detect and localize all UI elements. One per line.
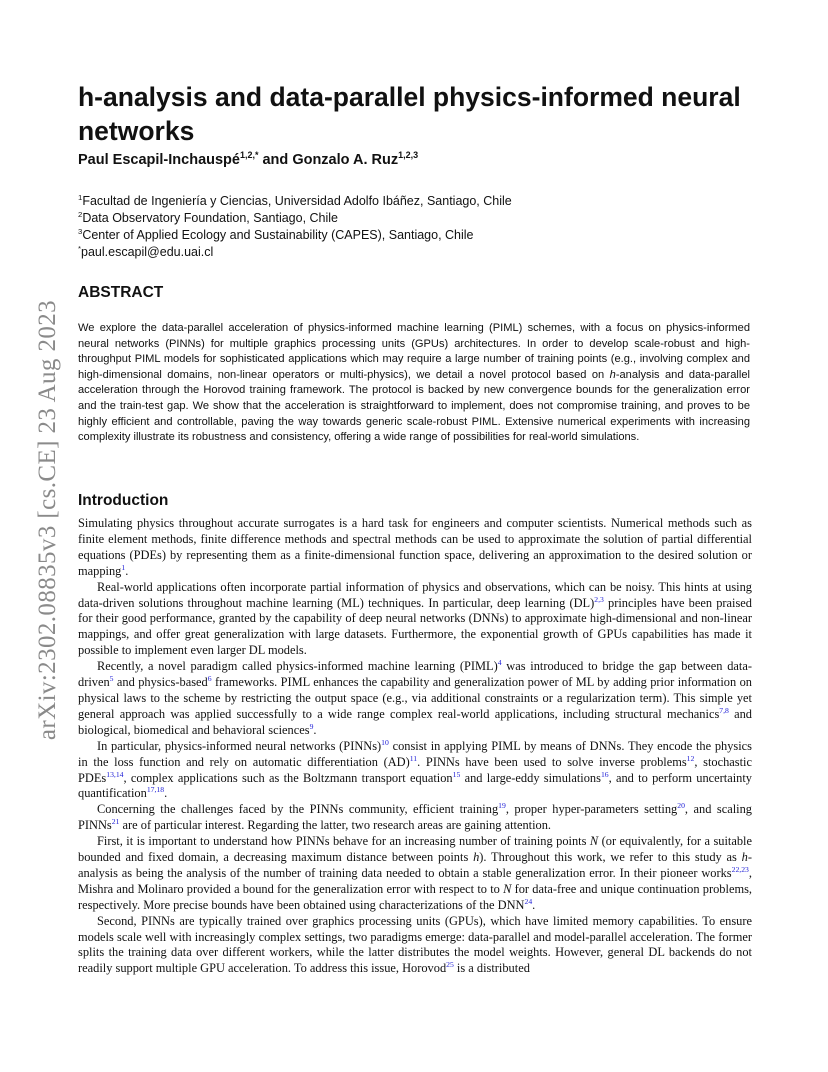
text-run: ). Throughout this work, we refer to this study as <box>479 850 742 865</box>
affiliation-mark: 2 <box>78 209 83 219</box>
affiliation-text: Center of Applied Ecology and Sustainability (CAPES), Santiago, Chile <box>82 228 474 242</box>
citation-link[interactable]: 5 <box>109 673 114 683</box>
citation-link[interactable]: 6 <box>207 673 212 683</box>
text-run: . <box>313 722 317 737</box>
text-run: , Mishra and Molinaro provided a bound for the generalization error with respect to to <box>78 865 752 896</box>
citation-link[interactable]: 13,14 <box>106 769 124 779</box>
text-run: Second, PINNs are typically trained over graphics processing units (GPUs), which have limited memory capabilities. To ensure models scale well with increasingly complex settings, two paradigms emerge: data-parallel and model-parallel acceleration. The former splits the training data over different workers, while the latter distributes the model weights. However, general DL backends do not readily support multiple GPU acceleration. To address this issue, Horovod <box>78 913 752 976</box>
text-run: and physics-based <box>113 675 208 690</box>
affiliation-list <box>78 193 512 261</box>
paragraph <box>78 802 752 834</box>
citation-link[interactable]: 4 <box>497 658 502 668</box>
affiliation-mark: * <box>78 243 82 253</box>
affiliation-item <box>78 193 512 210</box>
arxiv-stamp: arXiv:2302.08835v3 [cs.CE] 23 Aug 2023 <box>34 299 61 741</box>
citation-link[interactable]: 22,23 <box>731 864 749 874</box>
text-run: . <box>532 897 536 912</box>
text-run: are of particular interest. Regarding the latter, two research areas are gaining attention. <box>119 818 552 833</box>
text-run: First, it is important to understand how PINNs behave for an increasing number of training points <box>97 834 590 849</box>
text-run: In particular, physics-informed neural networks (PINNs) <box>97 738 382 753</box>
text-run: , proper hyper-parameters setting <box>505 802 678 817</box>
text-run: . <box>164 786 168 801</box>
math-symbol: N <box>503 881 512 896</box>
introduction-heading: Introduction <box>78 492 169 509</box>
citation-link[interactable]: 11 <box>409 753 418 763</box>
text-run: (or equivalently, for a suitable bounded and fixed domain, a decreasing maximum distance between points <box>78 834 752 865</box>
author-name: Paul Escapil-Inchauspé <box>78 152 240 168</box>
paragraph <box>78 739 752 803</box>
affiliation-item <box>78 227 512 244</box>
abstract-text <box>78 321 750 446</box>
text-run: Simulating physics throughout accurate surrogates is a hard task for engineers and computer scientists. Numerical methods such as finite element methods, finite difference methods and spectral methods can be used to approximate the solution of partial differential equations (PDEs) by representing them as a finite-dimensional function space, delivering an approximation to the desired solution or mapping <box>78 516 752 578</box>
text-run: , and scaling PINNs <box>78 802 752 833</box>
introduction-body <box>78 516 752 977</box>
math-symbol: h <box>473 850 480 865</box>
citation-link[interactable]: 25 <box>446 960 454 970</box>
paragraph <box>78 834 752 914</box>
text-run: Real-world applications often incorporate partial information of physics and observations, which can be noisy. This hints at using data-driven solutions throughout machine learning (ML) techniques. In particular, deep learning (DL) <box>78 579 752 610</box>
text-run: . <box>125 563 129 578</box>
affiliation-item <box>78 210 512 227</box>
text-run: , stochastic PDEs <box>78 754 752 785</box>
citation-link[interactable]: 16 <box>600 769 609 779</box>
citation-link[interactable]: 9 <box>309 721 314 731</box>
citation-link[interactable]: 1 <box>121 562 126 572</box>
text-run: -analysis as being the analysis of the number of training data needed to obtain a stable generalization error. In their pioneer works <box>78 850 752 880</box>
abstract-part: We explore the data-parallel acceleration of physics-informed machine learning (PIML) schemes, with a focus on physics-informed neural networks (PINNs) for multiple graphics processing units (GPUs) architectures. In order to develop scale-robust and high-throughput PIML models for sophisticated applications which may require a large number of training points (e.g., involving complex and high-dimensional domains, non-linear operators or multi-physics), we detail a novel protocol based on <box>78 322 750 381</box>
text-run: is a distributed <box>453 961 530 976</box>
author-affiliation-marks: 1,2,3 <box>398 150 419 161</box>
paragraph <box>78 580 752 660</box>
contact-email: paul.escapil@edu.uai.cl <box>81 245 214 259</box>
abstract-math-h: h <box>609 368 616 381</box>
affiliation-text: Data Observatory Foundation, Santiago, Chile <box>82 211 339 225</box>
affiliation-mark: 1 <box>78 192 83 202</box>
author-conjunction: and <box>258 152 293 168</box>
affiliation-item <box>78 244 512 261</box>
text-run: consist in applying PIML by means of DNNs. They encode the physics in the loss function and rely on automatic differentiation (AD) <box>78 738 753 769</box>
paper-title: h-analysis and data-parallel physics-informed neural networks <box>78 82 741 146</box>
math-symbol: h <box>741 850 748 865</box>
abstract-heading: ABSTRACT <box>78 284 164 301</box>
citation-link[interactable]: 21 <box>111 817 120 827</box>
text-run: for data-free and unique continuation problems, respectively. More precise bounds have been obtained using characterizations of the DNN <box>78 881 752 912</box>
text-run: Concerning the challenges faced by the PINNs community, efficient training <box>97 802 499 817</box>
text-run: . PINNs have been used to solve inverse problems <box>417 754 687 769</box>
author-name: Gonzalo A. Ruz <box>292 152 399 168</box>
paragraph <box>78 516 752 580</box>
paragraph <box>78 659 752 739</box>
citation-link[interactable]: 15 <box>452 769 461 779</box>
author-affiliation-marks: 1,2,* <box>239 150 259 161</box>
citation-link[interactable]: 10 <box>381 737 389 747</box>
math-symbol: N <box>589 834 599 849</box>
citation-link[interactable]: 12 <box>686 753 695 763</box>
citation-link[interactable]: 17,18 <box>146 785 165 795</box>
affiliation-text: Facultad de Ingeniería y Ciencias, Universidad Adolfo Ibáñez, Santiago, Chile <box>82 194 512 208</box>
text-run: , complex applications such as the Boltzmann transport equation <box>123 770 453 785</box>
text-run: Recently, a novel paradigm called physics-informed machine learning (PIML) <box>97 659 498 674</box>
text-run: , and to perform uncertainty quantification <box>78 770 752 801</box>
text-run: and large-eddy simulations <box>460 770 601 785</box>
citation-link[interactable]: 24 <box>524 896 533 906</box>
abstract-part: -analysis and data-parallel acceleration through the Horovod training framework. The protocol is backed by new convergence bounds for the generalization error and the train-test gap. We show that the acceleration is straightforward to implement, does not compromise training, and proves to be highly efficient and controllable, paving the way towards generic scale-robust PIML. Extensive numerical experiments with increasing complexity illustrate its robustness and consistency, offering a wide range of possibilities for real-world simulations. <box>78 368 750 444</box>
text-run: and biological, biomedical and behavioral sciences <box>78 706 752 737</box>
paragraph <box>78 914 752 978</box>
author-list <box>78 152 418 168</box>
citation-link[interactable]: 19 <box>498 801 506 811</box>
text-run: was introduced to bridge the gap between data-driven <box>78 659 752 690</box>
text-run: principles have been praised for their good performance, granted by the capability of deep neural networks (DNNs) to approximate high-dimensional and non-linear mappings, and offer great generalization with large datasets. Furthermore, the exponential growth of GPUs capabilities has made it possible to implement even larger DL models. <box>78 595 752 658</box>
affiliation-mark: 3 <box>78 226 83 236</box>
citation-link[interactable]: 20 <box>677 801 685 811</box>
text-run: frameworks. PIML enhances the capability and generalization power of ML by adding prior information on physical laws to the scheme by restricting the output space (e.g., via additional constraints or a regularization term). This simple yet general approach was applied successfully to a wide range complex real-world applications, including structural mechanics <box>78 675 752 721</box>
citation-link[interactable]: 2,3 <box>594 594 604 604</box>
citation-link[interactable]: 7,8 <box>719 705 729 715</box>
